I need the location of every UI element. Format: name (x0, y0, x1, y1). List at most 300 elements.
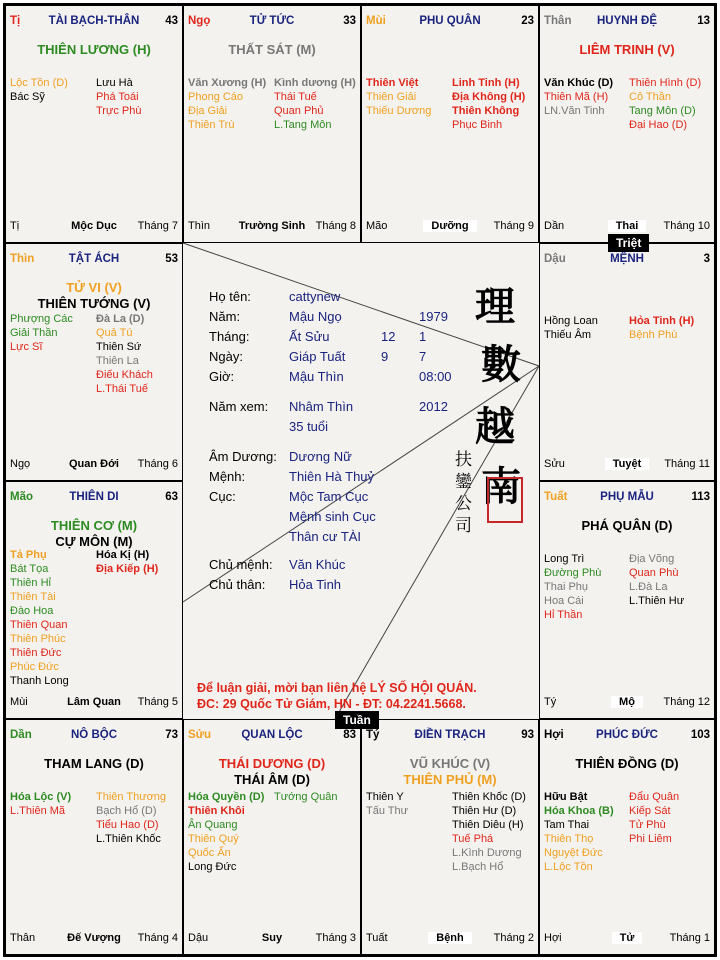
main-stars (6, 42, 182, 58)
footer-branch: Thân (10, 932, 36, 944)
info-value: Dương Nữ (289, 449, 352, 464)
stars-column-left (188, 76, 266, 132)
palace-footer (544, 458, 710, 472)
minor-star: Hỏa Tinh (H) (629, 315, 695, 327)
palace-header (10, 729, 178, 743)
minor-star: L.Bạch Hổ (452, 861, 504, 873)
palace-header (544, 729, 710, 743)
main-star: CỰ MÔN (M) (55, 534, 133, 549)
minor-star: Hóa Kị (H) (96, 549, 150, 561)
life-cycle-label: Mộ (611, 696, 643, 708)
palace-footer (10, 458, 178, 472)
info-label: Năm: (209, 309, 241, 324)
main-star: THIÊN ĐỒNG (D) (575, 756, 679, 771)
palace-number: 93 (521, 729, 534, 741)
minor-star: Thiên Thọ (544, 833, 594, 845)
palace-footer (10, 696, 178, 710)
palace-branch: Thân (544, 15, 572, 27)
info-value: Mệnh sinh Cục (289, 509, 376, 524)
minor-star: Hoa Cái (544, 595, 584, 607)
palace-number: 113 (691, 491, 710, 503)
palace-name: ĐIỀN TRẠCH (414, 729, 486, 741)
palace-name: HUYNH ĐỆ (596, 15, 658, 27)
palace-branch: Dậu (544, 253, 566, 265)
footer-branch: Thìn (188, 220, 211, 232)
center-info-panel (185, 245, 541, 721)
info-label: Chủ thân: (209, 577, 266, 592)
minor-star: Đẩu Quân (629, 791, 680, 803)
main-star: THIÊN LƯƠNG (H) (37, 42, 151, 57)
minor-star: Tử Phù (629, 819, 666, 831)
tuan-tag: Tuần (335, 711, 379, 729)
main-star: VŨ KHÚC (V) (409, 756, 491, 771)
minor-star: Thái Tuế (274, 91, 317, 103)
palace-number: 33 (343, 15, 356, 27)
info-solar: 7 (419, 349, 427, 364)
palace-footer (188, 220, 356, 234)
minor-star: Phượng Các (10, 313, 73, 325)
info-value: Giáp Tuất (289, 349, 346, 364)
minor-star: Tam Thai (544, 819, 590, 831)
palace-name: QUAN LỘC (241, 729, 303, 741)
minor-star: Quốc Ấn (188, 847, 231, 859)
footer-branch: Dậu (188, 932, 209, 944)
calligraphy-char: 數 (481, 341, 521, 388)
minor-stars (366, 790, 534, 924)
palace-branch: Ngọ (188, 15, 211, 27)
footer-branch: Hợi (544, 932, 562, 944)
palace-ngo[interactable] (183, 5, 361, 243)
main-star: THIÊN TƯỚNG (V) (37, 296, 151, 311)
minor-star: Thiên Y (366, 791, 404, 803)
palace-number: 63 (165, 491, 178, 503)
info-value: Nhâm Thìn (289, 399, 354, 414)
info-value: Thân cư TÀI (289, 529, 362, 544)
minor-star: Thiên Việt (366, 77, 419, 89)
minor-star: L.Thiên Mã (10, 805, 66, 817)
minor-star: Thiên Sứ (96, 341, 142, 353)
info-value: Văn Khúc (289, 557, 346, 572)
minor-stars (544, 790, 710, 924)
minor-star: Địa Võng (629, 553, 675, 565)
palace-suu[interactable] (183, 719, 361, 955)
footer-month: Tháng 7 (137, 220, 178, 232)
palace-ty[interactable] (361, 719, 539, 955)
minor-star: Đà La (D) (96, 313, 145, 325)
palace-footer (366, 220, 534, 234)
info-solar: 08:00 (419, 369, 452, 384)
minor-stars (10, 548, 178, 688)
info-label: Cục: (209, 489, 236, 504)
life-cycle-label: Bệnh (428, 932, 472, 944)
palace-mao[interactable] (5, 481, 183, 719)
stars-column-left (188, 790, 264, 874)
palace-header (544, 491, 710, 505)
minor-star: Linh Tinh (H) (452, 77, 520, 89)
triet-tag: Triệt (608, 234, 649, 252)
palace-mui[interactable] (361, 5, 539, 243)
stars-column-right (94, 312, 153, 396)
stars-column-right (627, 76, 701, 132)
palace-name: PHÚC ĐỨC (596, 729, 658, 741)
life-cycle-label: Dưỡng (423, 220, 476, 232)
main-star: LIÊM TRINH (V) (579, 42, 675, 57)
stars-column-left (10, 790, 71, 818)
info-value: Ất Sửu (289, 329, 330, 344)
minor-star: LN.Văn Tinh (544, 105, 605, 117)
minor-star: Nguyệt Đức (544, 847, 603, 859)
palace-footer (366, 932, 534, 946)
minor-star: Thiên Khôi (188, 805, 245, 817)
minor-star: Tả Phụ (10, 549, 47, 561)
palace-number: 103 (690, 729, 710, 741)
minor-stars (544, 314, 710, 450)
palace-hoi[interactable] (539, 719, 715, 955)
main-stars (362, 756, 538, 788)
minor-star: L.Thái Tuế (96, 383, 148, 395)
minor-star: Tấu Thư (366, 805, 409, 817)
palace-branch: Tý (366, 729, 380, 741)
stars-column-right (94, 76, 141, 118)
minor-star: Hồng Loan (544, 315, 598, 327)
palace-footer (544, 220, 710, 234)
stars-column-left (366, 76, 431, 118)
main-star: THIÊN CƠ (M) (50, 518, 138, 533)
minor-star: Thiên Không (452, 105, 520, 117)
life-cycle-label: Thai (608, 220, 647, 232)
minor-star: Thiếu Dương (366, 105, 432, 117)
minor-star: Tuế Phá (452, 833, 494, 845)
life-cycle-label: Tử (612, 932, 643, 944)
minor-star: Thanh Long (10, 675, 69, 687)
info-value: 35 tuổi (289, 419, 329, 434)
minor-star: Hữu Bật (544, 791, 588, 803)
palace-header (10, 253, 178, 267)
minor-star: Địa Kiếp (H) (96, 563, 159, 575)
minor-star: Long Trì (544, 553, 585, 565)
palace-name: TÀI BẠCH-THÂN (48, 15, 140, 27)
footer-month: Tháng 5 (137, 696, 178, 708)
stars-column-right (94, 790, 166, 846)
minor-star: Thiên Mã (H) (544, 91, 609, 103)
seal-text-char: 公 (455, 494, 472, 514)
palace-header (366, 15, 534, 29)
stars-column-left (366, 790, 408, 818)
footer-month: Tháng 8 (315, 220, 356, 232)
minor-star: L.Lộc Tồn (544, 861, 593, 873)
palace-number: 13 (697, 15, 710, 27)
info-solar: 2012 (419, 399, 448, 414)
minor-star: Hỉ Thần (544, 609, 583, 621)
minor-star: Lưu Hà (96, 77, 133, 89)
minor-stars (188, 790, 356, 924)
palace-footer (188, 932, 356, 946)
minor-stars (10, 76, 178, 212)
stars-column-right (627, 790, 679, 846)
minor-star: Địa Không (H) (452, 91, 526, 103)
minor-star: Lộc Tồn (D) (10, 77, 68, 89)
info-value: Thiên Hà Thuỷ (289, 469, 375, 484)
minor-star: Thiên Phúc (10, 633, 66, 645)
minor-star: Thiên Hư (D) (452, 805, 517, 817)
minor-star: Hóa Lộc (V) (10, 791, 72, 803)
minor-star: Thiên Hình (D) (629, 77, 702, 89)
minor-star: Bạch Hổ (D) (96, 805, 157, 817)
life-cycle-label: Suy (261, 932, 283, 944)
minor-star: Quan Phủ (274, 105, 324, 117)
minor-star: Bát Tọa (10, 563, 49, 575)
minor-star: Thiên Thương (96, 791, 167, 803)
minor-star: Thiên Tài (10, 591, 56, 603)
minor-star: L.Thiên Khốc (96, 833, 161, 845)
main-star: THIÊN PHỦ (M) (403, 772, 497, 787)
minor-star: Thiên Quý (188, 833, 239, 845)
info-lunar: 12 (381, 329, 396, 344)
info-label: Giờ: (209, 369, 235, 384)
footer-branch: Tị (10, 220, 20, 232)
seal-text-char: 司 (455, 516, 472, 536)
minor-star: Cô Thần (629, 91, 671, 103)
main-stars (540, 42, 714, 58)
main-stars (184, 42, 360, 58)
minor-star: Tiểu Hao (D) (96, 819, 159, 831)
life-cycle-label: Đế Vượng (67, 932, 121, 944)
info-value: Mộc Tam Cục (289, 489, 369, 504)
info-label: Năm xem: (209, 399, 269, 414)
palace-branch: Hợi (544, 729, 564, 741)
minor-star: Quan Phù (629, 567, 679, 579)
minor-star: Văn Xương (H) (188, 77, 267, 89)
contact-address: ĐC: 29 Quốc Tử Giám, HN - ĐT: 04.2241.5668. (197, 697, 466, 711)
stars-column-left (10, 548, 69, 688)
minor-star: Tướng Quân (274, 791, 338, 803)
palace-footer (10, 932, 178, 946)
minor-star: Đào Hoa (10, 605, 54, 617)
main-stars (6, 280, 182, 312)
horoscope-chart (3, 3, 717, 957)
minor-star: Thiên Quan (10, 619, 68, 631)
minor-stars (10, 790, 178, 924)
main-stars (540, 756, 714, 772)
palace-name: TỬ TỨC (249, 15, 295, 27)
info-label: Tháng: (209, 329, 250, 344)
main-star: TỬ VI (V) (66, 280, 122, 295)
info-label: Chủ mệnh: (209, 557, 273, 572)
info-value: Hỏa Tinh (289, 577, 342, 592)
minor-star: Thai Phụ (544, 581, 589, 593)
footer-branch: Tý (544, 696, 557, 708)
minor-stars (544, 76, 710, 212)
palace-number: 3 (703, 253, 710, 265)
palace-name: NÔ BỘC (71, 729, 117, 741)
palace-header (544, 253, 710, 267)
minor-star: Phục Binh (452, 119, 503, 131)
minor-star: Thiên Đức (10, 647, 62, 659)
life-cycle-label: Mộc Dục (71, 220, 117, 232)
minor-star: Thiên Hỉ (10, 577, 51, 589)
main-stars (184, 756, 360, 788)
minor-star: L.Kình Dương (452, 847, 522, 859)
info-label: Họ tên: (209, 289, 251, 304)
minor-star: L.Đà La (629, 581, 668, 593)
minor-star: Phong Cáo (188, 91, 244, 103)
minor-star: Thiên Giải (366, 91, 417, 103)
minor-star: Phúc Đức (10, 661, 59, 673)
footer-month: Tháng 3 (315, 932, 356, 944)
minor-star: Kình dương (H) (274, 77, 356, 89)
palace-number: 43 (165, 15, 178, 27)
minor-star: Lực Sĩ (10, 341, 43, 353)
stars-column-left (544, 314, 598, 342)
palace-branch: Thìn (10, 253, 35, 265)
footer-month: Tháng 12 (663, 696, 710, 708)
palace-branch: Dần (10, 729, 32, 741)
footer-month: Tháng 6 (137, 458, 178, 470)
minor-star: L.Tang Môn (274, 119, 332, 131)
minor-star: Điếu Khách (96, 369, 153, 381)
footer-month: Tháng 9 (493, 220, 534, 232)
main-stars (6, 756, 182, 772)
palace-dan[interactable] (5, 719, 183, 955)
minor-star: Đường Phù (544, 567, 602, 579)
stars-column-left (544, 76, 613, 118)
minor-star: L.Thiên Hư (629, 595, 685, 607)
main-star: THAM LANG (D) (44, 756, 144, 771)
stars-column-right (627, 314, 694, 342)
stars-column-right (272, 790, 338, 804)
minor-star: Đại Hao (D) (629, 119, 688, 131)
palace-number: 73 (165, 729, 178, 741)
info-label: Mệnh: (209, 469, 246, 484)
footer-branch: Sửu (544, 458, 565, 470)
palace-tuat[interactable] (539, 481, 715, 719)
footer-month: Tháng 2 (493, 932, 534, 944)
minor-star: Tang Môn (D) (629, 105, 696, 117)
life-cycle-label: Tuyệt (605, 458, 650, 470)
minor-star: Hóa Khoa (B) (544, 805, 614, 817)
main-star: PHÁ QUÂN (D) (581, 518, 673, 533)
palace-branch: Mùi (366, 15, 386, 27)
palace-header (10, 15, 178, 29)
minor-star: Thiếu Âm (544, 329, 592, 341)
minor-star: Thiên Diêu (H) (452, 819, 524, 831)
info-value: cattynew (289, 289, 341, 304)
main-stars (540, 518, 714, 534)
palace-branch: Tuất (544, 491, 568, 503)
palace-ti[interactable] (5, 5, 183, 243)
minor-star: Trực Phù (96, 105, 142, 117)
footer-month: Tháng 11 (664, 458, 710, 470)
minor-stars (544, 552, 710, 688)
palace-name: THIÊN DI (69, 491, 119, 503)
main-star: THÁI DƯƠNG (D) (218, 756, 326, 771)
palace-dau[interactable] (539, 243, 715, 481)
minor-star: Quả Tú (96, 327, 133, 339)
palace-name: PHU QUÂN (419, 15, 481, 27)
stars-column-left (10, 76, 68, 104)
palace-number: 23 (521, 15, 534, 27)
palace-header (188, 15, 356, 29)
minor-star: Ân Quang (188, 819, 238, 831)
minor-star: Thiên Khốc (D) (452, 791, 526, 803)
minor-stars (366, 76, 534, 212)
contact-notice: Để luận giải, mời bạn liên hệ LÝ SỐ HỘI QUÁN. (197, 681, 477, 695)
palace-footer (544, 932, 710, 946)
calligraphy-char: 越 (475, 403, 515, 450)
info-value: Mậu Ngọ (289, 309, 342, 324)
palace-thin[interactable] (5, 243, 183, 481)
palace-footer (544, 696, 710, 710)
palace-branch: Sửu (188, 729, 212, 741)
minor-star: Thiên Trù (188, 119, 235, 131)
info-lunar: 9 (381, 349, 389, 364)
palace-branch: Mão (10, 491, 33, 503)
main-star: THÁI ÂM (D) (234, 772, 310, 787)
footer-month: Tháng 4 (137, 932, 178, 944)
stars-column-right (94, 548, 158, 576)
palace-header (188, 729, 356, 743)
info-label: Ngày: (209, 349, 243, 364)
footer-branch: Mão (366, 220, 388, 232)
palace-number: 83 (343, 729, 356, 741)
palace-name: PHỤ MẪU (600, 491, 654, 503)
minor-star: Phi Liêm (629, 833, 672, 845)
info-value: Mậu Thìn (289, 369, 344, 384)
minor-stars (188, 76, 356, 212)
minor-stars (10, 312, 178, 450)
palace-header (10, 491, 178, 505)
palace-header (544, 15, 710, 29)
minor-star: Hóa Quyền (D) (188, 791, 265, 803)
info-solar: 1979 (419, 309, 448, 324)
palace-header (366, 729, 534, 743)
main-star: THẤT SÁT (M) (228, 42, 316, 57)
minor-star: Bệnh Phù (629, 329, 678, 341)
info-solar: 1 (419, 329, 427, 344)
minor-star: Thiên La (96, 355, 139, 367)
palace-number: 53 (165, 253, 178, 265)
footer-branch: Mùi (10, 696, 28, 708)
stars-column-left (544, 552, 601, 622)
palace-name: TẬT ÁCH (68, 253, 120, 265)
life-cycle-label: Quan Đới (69, 458, 119, 470)
seal-text-char: 扶 (455, 450, 472, 470)
footer-month: Tháng 10 (663, 220, 710, 232)
minor-star: Kiếp Sát (629, 805, 671, 817)
minor-star: Giải Thần (10, 327, 58, 339)
minor-star: Phá Toái (96, 91, 139, 103)
footer-month: Tháng 1 (669, 932, 710, 944)
minor-star: Long Đức (188, 861, 237, 873)
footer-branch: Dần (544, 220, 565, 232)
palace-branch: Tị (10, 15, 21, 27)
footer-branch: Ngọ (10, 458, 31, 470)
palace-footer (10, 220, 178, 234)
stars-column-left (10, 312, 73, 354)
stars-column-left (544, 790, 614, 874)
palace-than[interactable] (539, 5, 715, 243)
life-cycle-label: Trường Sinh (238, 220, 306, 232)
life-cycle-label: Lâm Quan (67, 696, 121, 708)
minor-star: Bác Sỹ (10, 91, 45, 103)
stars-column-right (450, 790, 526, 874)
palace-name: MỆNH (610, 253, 644, 265)
stars-column-right (272, 76, 356, 132)
minor-star: Địa Giải (188, 105, 228, 117)
footer-branch: Tuất (366, 932, 388, 944)
calligraphy-char: 南 (481, 463, 521, 510)
main-stars (6, 518, 182, 550)
